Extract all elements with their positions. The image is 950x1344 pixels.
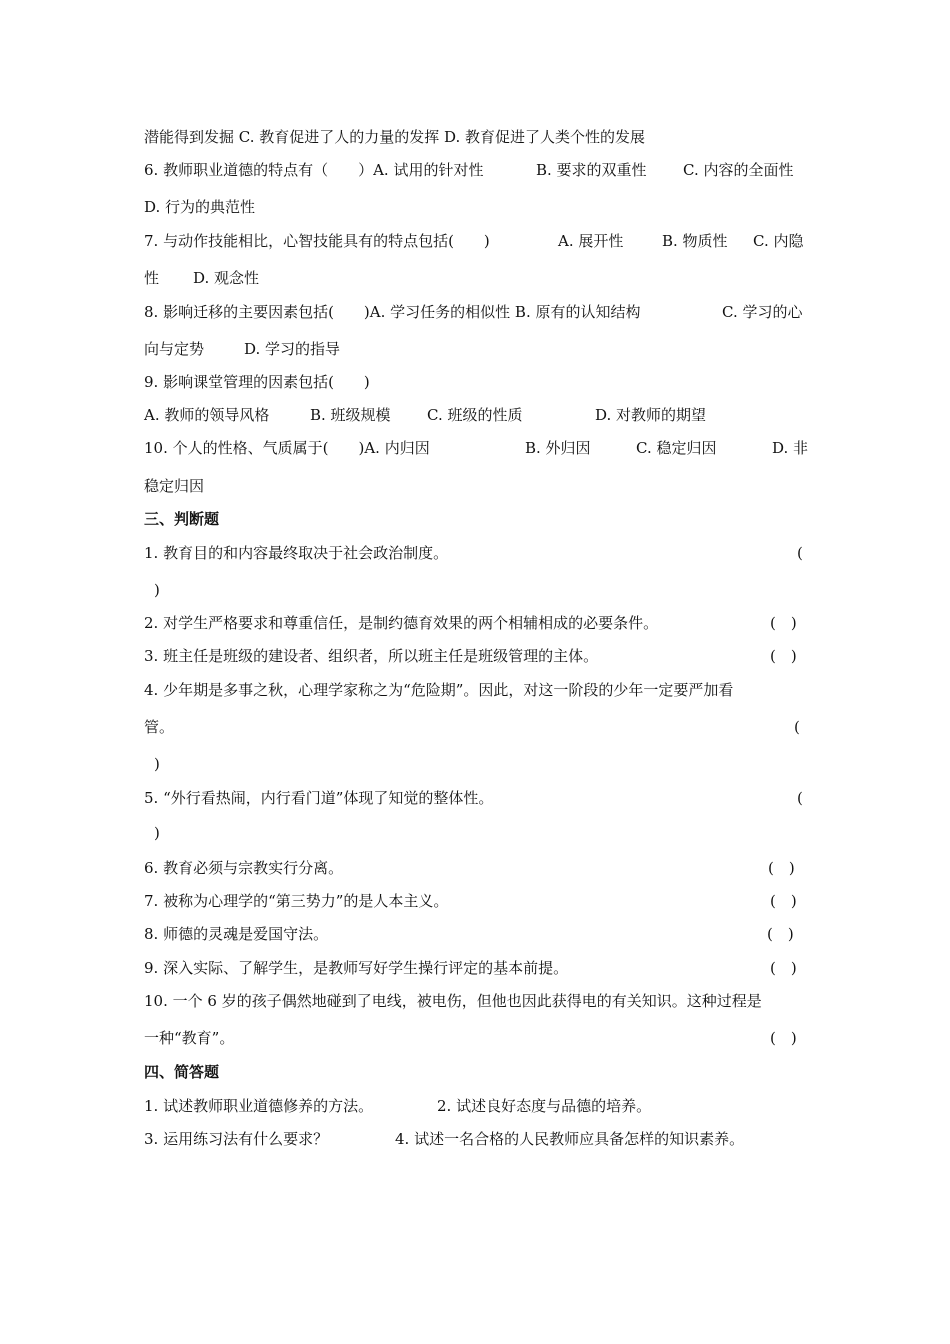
mc-q9-option-d: D. 对教师的期望 [595, 406, 707, 424]
mc-q6-option-d: D. 行为的典范性 [144, 198, 256, 216]
tf-q6: 6. 教育必须与宗教实行分离。 [144, 859, 344, 877]
mc-q8-stem: 8. 影响迁移的主要因素包括( )A. 学习任务的相似性 B. 原有的认知结构 [144, 303, 641, 321]
tf-q1-close-paren: ) [154, 581, 160, 599]
mc-q5-tail: 潜能得到发掘 C. 教育促进了人的力量的发挥 D. 教育促进了人类个性的发展 [144, 128, 646, 146]
sa-q4: 4. 试述一名合格的人民教师应具备怎样的知识素养。 [395, 1130, 745, 1148]
mc-q10-option-c: C. 稳定归因 [636, 439, 717, 457]
tf-q5-open-paren: ( [797, 789, 803, 807]
tf-q1: 1. 教育目的和内容最终取决于社会政治制度。 [144, 544, 449, 562]
tf-q9: 9. 深入实际、了解学生，是教师写好学生操行评定的基本前提。 [144, 959, 569, 977]
mc-q9-stem: 9. 影响课堂管理的因素包括( ) [144, 373, 370, 391]
mc-q8-option-d: D. 学习的指导 [244, 340, 341, 358]
mc-q10-option-d-tail: 稳定归因 [144, 477, 205, 495]
mc-q6-option-b: B. 要求的双重性 [536, 161, 647, 179]
tf-q4-open-paren: ( [794, 718, 800, 736]
mc-q7-stem: 7. 与动作技能相比，心智技能具有的特点包括( ) [144, 232, 490, 250]
mc-q10-stem: 10. 个人的性格、气质属于( )A. 内归因 [144, 439, 430, 457]
tf-q3: 3. 班主任是班级的建设者、组织者，所以班主任是班级管理的主体。 [144, 647, 599, 665]
tf-q10-line2: 一种“教育”。 [144, 1029, 235, 1047]
sa-q2: 2. 试述良好态度与品德的培养。 [437, 1097, 652, 1115]
tf-q3-answer-blank: ( ) [770, 647, 797, 665]
mc-q10-option-d: D. 非 [772, 439, 809, 457]
mc-q7-option-c-tail: 性 [144, 269, 160, 287]
tf-q7-answer-blank: ( ) [770, 892, 797, 910]
mc-q7-option-c: C. 内隐 [753, 232, 804, 250]
tf-q4-line2: 管。 [144, 718, 175, 736]
tf-heading: 三、判断题 [144, 510, 220, 528]
tf-q10-answer-blank: ( ) [770, 1029, 797, 1047]
mc-q7-option-a: A. 展开性 [558, 232, 624, 250]
sa-heading: 四、简答题 [144, 1063, 220, 1081]
tf-q8: 8. 师德的灵魂是爱国守法。 [144, 925, 329, 943]
tf-q1-open-paren: ( [797, 544, 803, 562]
mc-q9-option-b: B. 班级规模 [310, 406, 391, 424]
tf-q10-line1: 10. 一个 6 岁的孩子偶然地碰到了电线，被电伤，但他也因此获得电的有关知识。这种过程是 [144, 992, 762, 1010]
mc-q6-option-c: C. 内容的全面性 [683, 161, 794, 179]
mc-q8-option-c: C. 学习的心 [722, 303, 803, 321]
tf-q7: 7. 被称为心理学的“第三势力”的是人本主义。 [144, 892, 449, 910]
tf-q2: 2. 对学生严格要求和尊重信任，是制约德育效果的两个相辅相成的必要条件。 [144, 614, 659, 632]
mc-q9-option-c: C. 班级的性质 [427, 406, 523, 424]
tf-q4-close-paren: ) [154, 755, 160, 773]
sa-q1: 1. 试述教师职业道德修养的方法。 [144, 1097, 374, 1115]
tf-q5-close-paren: ) [154, 824, 160, 842]
tf-q9-answer-blank: ( ) [770, 959, 797, 977]
mc-q7-option-b: B. 物质性 [662, 232, 728, 250]
tf-q6-answer-blank: ( ) [768, 859, 795, 877]
sa-q3: 3. 运用练习法有什么要求？ [144, 1130, 329, 1148]
mc-q10-option-b: B. 外归因 [525, 439, 591, 457]
mc-q6-stem: 6. 教师职业道德的特点有（ ）A. 试用的针对性 [144, 161, 484, 179]
tf-q8-answer-blank: ( ) [767, 925, 794, 943]
tf-q4-line1: 4. 少年期是多事之秋，心理学家称之为“危险期”。因此，对这一阶段的少年一定要严加看 [144, 681, 734, 699]
tf-q5: 5. “外行看热闹，内行看门道”体现了知觉的整体性。 [144, 789, 494, 807]
tf-q2-answer-blank: ( ) [770, 614, 797, 632]
mc-q7-option-d: D. 观念性 [193, 269, 260, 287]
mc-q9-option-a: A. 教师的领导风格 [144, 406, 270, 424]
mc-q8-option-c-tail: 向与定势 [144, 340, 205, 358]
